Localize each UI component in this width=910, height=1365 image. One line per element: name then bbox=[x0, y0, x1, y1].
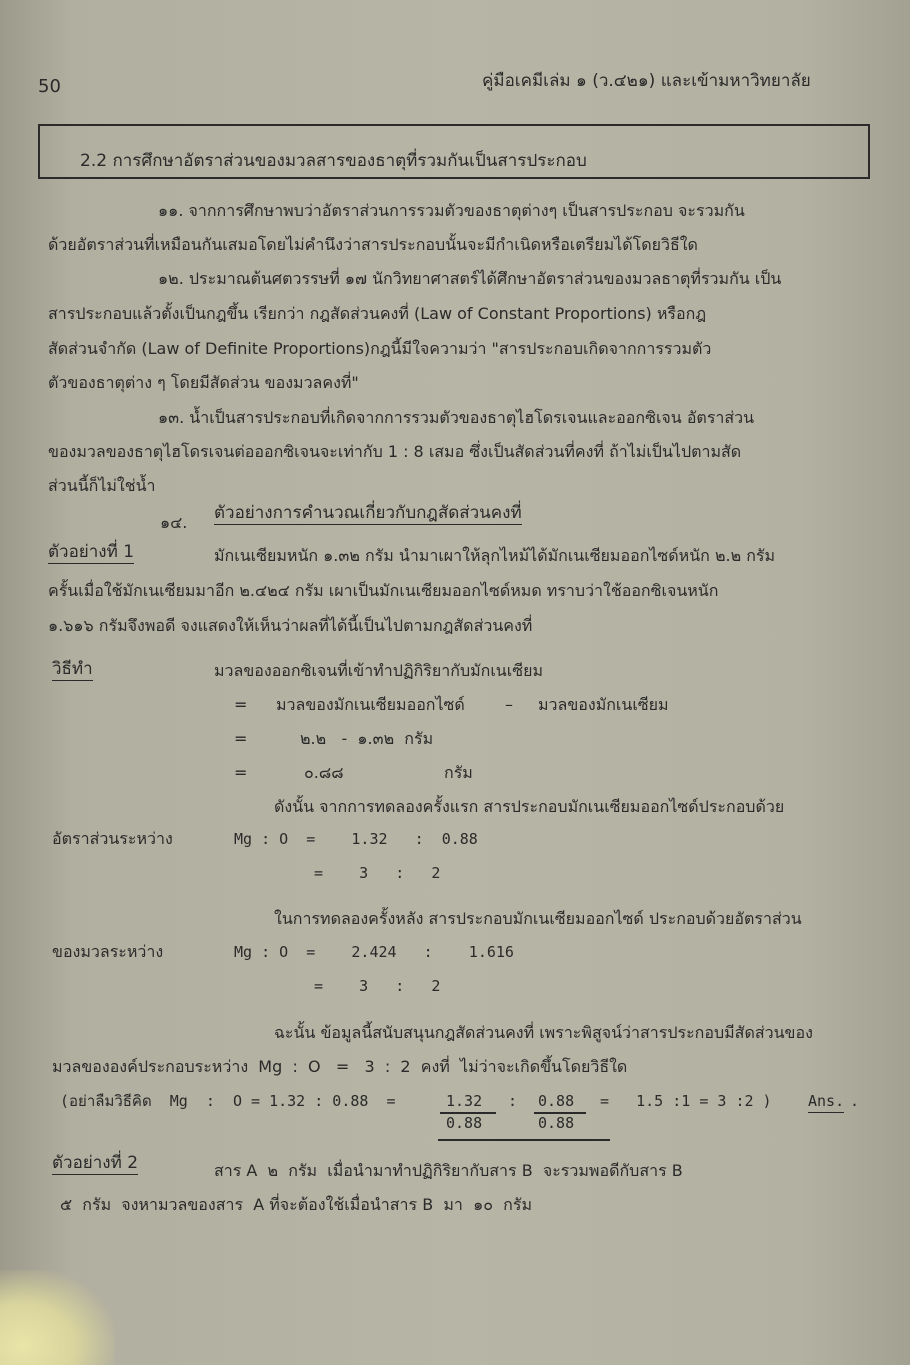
equation-3-value: ๐.๘๘ bbox=[304, 763, 344, 782]
equation-3-unit: กรัม bbox=[444, 763, 473, 782]
fraction-1-denominator: 0.88 bbox=[446, 1114, 483, 1132]
equation-1-minus: – bbox=[505, 695, 513, 714]
example-2-line-1: สาร A ๒ กรัม เมื่อนำมาทำปฏิกิริยากับสาร B จะรวมพอดีกับสาร B bbox=[214, 1161, 683, 1180]
ratio-2-label: ของมวลระหว่าง bbox=[52, 942, 164, 961]
paragraph-13-line-2: ของมวลของธาตุไฮโดรเจนต่อออกซิเจนจะเท่ากับ 1 : 8 เสมอ ซึ่งเป็นสัดส่วนที่คงที่ ถ้าไม่เป็นไปตามสัด bbox=[48, 442, 742, 461]
page-number: 50 bbox=[38, 76, 61, 97]
paragraph-13-line-3: ส่วนนี้ก็ไม่ใช่น้ำ bbox=[48, 476, 156, 495]
paragraph-11-line-2: ด้วยอัตราส่วนที่เหมือนกันเสมอโดยไม่คำนึงว่าสารประกอบนั้นจะมีกำเนิดหรือเตรียมได้โดยวิธีใด bbox=[48, 235, 698, 254]
running-title: คู่มือเคมีเล่ม ๑ (ว.๔๒๑) และเข้ามหาวิทยาลัย bbox=[482, 71, 811, 91]
method-result: = 1.5 :1 = 3 :2 ) bbox=[600, 1092, 772, 1110]
equation-1-sign: = bbox=[234, 695, 248, 714]
ratio-2: Mg : O = 2.424 : 1.616 bbox=[234, 943, 514, 961]
paragraph-14-number: ๑๔. bbox=[160, 513, 188, 532]
paragraph-14-title: ตัวอย่างการคำนวณเกี่ยวกับกฎสัดส่วนคงที่ bbox=[214, 503, 522, 523]
solution-label: วิธีทำ bbox=[52, 659, 93, 679]
ratio-1: Mg : O = 1.32 : 0.88 bbox=[234, 830, 478, 848]
paragraph-12-line-4: ตัวของธาตุต่าง ๆ โดยมีสัดส่วน ของมวลคงที่" bbox=[48, 373, 359, 392]
divider-rule bbox=[438, 1139, 610, 1141]
section-title: 2.2 การศึกษาอัตราส่วนของมวลสารของธาตุที่รวมกันเป็นสารประกอบ bbox=[80, 151, 587, 171]
example-1-label: ตัวอย่างที่ 1 bbox=[48, 542, 135, 562]
equation-1-term-a: มวลของมักเนเซียมออกไซด์ bbox=[276, 695, 465, 714]
paragraph-13-line-1: ๑๓. น้ำเป็นสารประกอบที่เกิดจากการรวมตัวของธาตุไฮโดรเจนและออกซิเจน อัตราส่วน bbox=[158, 408, 755, 427]
fraction-2-denominator: 0.88 bbox=[538, 1114, 575, 1132]
ratio-2-simplified: = 3 : 2 bbox=[314, 977, 441, 995]
paragraph-11-line-1: ๑๑. จากการศึกษาพบว่าอัตราส่วนการรวมตัวของธาตุต่างๆ เป็นสารประกอบ จะรวมกัน bbox=[158, 201, 745, 220]
second-experiment-text: ในการทดลองครั้งหลัง สารประกอบมักเนเซียมออกไซด์ ประกอบด้วยอัตราส่วน bbox=[274, 909, 802, 928]
fraction-1-numerator: 1.32 bbox=[446, 1092, 483, 1110]
method-reminder: (อย่าลืมวิธีคิด Mg : O = 1.32 : 0.88 = bbox=[60, 1092, 396, 1110]
answer-label: Ans. bbox=[808, 1090, 844, 1113]
first-experiment-text: ดังนั้น จากการทดลองครั้งแรก สารประกอบมักเนเซียมออกไซด์ประกอบด้วย bbox=[274, 797, 785, 816]
equation-2: ๒.๒ - ๑.๓๒ กรัม bbox=[300, 729, 434, 748]
conclusion-line-1: ฉะนั้น ข้อมูลนี้สนับสนุนกฎสัดส่วนคงที่ เพราะพิสูจน์ว่าสารประกอบมีสัดส่วนของ bbox=[274, 1023, 813, 1042]
example-2-label: ตัวอย่างที่ 2 bbox=[52, 1153, 139, 1173]
equation-1-term-b: มวลของมักเนเซียม bbox=[538, 695, 669, 714]
solution-statement: มวลของออกซิเจนที่เข้าทำปฏิกิริยากับมักเนเซียม bbox=[214, 661, 543, 680]
conclusion-line-2: มวลขององค์ประกอบระหว่าง Mg : O = 3 : 2 คงที่ ไม่ว่าจะเกิดขึ้นโดยวิธีใด bbox=[52, 1057, 628, 1076]
example-1-line-3: ๑.๖๑๖ กรัมจึงพอดี จงแสดงให้เห็นว่าผลที่ได้นี้เป็นไปตามกฎสัดส่วนคงที่ bbox=[48, 616, 533, 635]
equation-3-sign: = bbox=[234, 763, 248, 782]
paper-stain bbox=[0, 1270, 115, 1365]
ratio-1-label: อัตราส่วนระหว่าง bbox=[52, 829, 173, 848]
fraction-2-numerator: 0.88 bbox=[538, 1092, 575, 1110]
paragraph-12-line-3: สัดส่วนจำกัด (Law of Definite Proportions)กฎนี้มีใจความว่า "สารประกอบเกิดจากการรวมตัว bbox=[48, 339, 712, 358]
paragraph-12-line-2: สารประกอบแล้วตั้งเป็นกฎขึ้น เรียกว่า กฎสัดส่วนคงที่ (Law of Constant Proportions) หรือกฎ bbox=[48, 304, 707, 323]
fraction-colon: : bbox=[508, 1092, 518, 1110]
example-1-line-2: ครั้นเมื่อใช้มักเนเซียมมาอีก ๒.๔๒๔ กรัม เผาเป็นมักเนเซียมออกไซด์หมด ทราบว่าใช้ออกซิเจนหนัก bbox=[48, 581, 719, 600]
paragraph-12-line-1: ๑๒. ประมาณต้นศตวรรษที่ ๑๗ นักวิทยาศาสตร์ได้ศึกษาอัตราส่วนของมวลธาตุที่รวมกัน เป็น bbox=[158, 269, 782, 288]
example-1-line-1: มักเนเซียมหนัก ๑.๓๒ กรัม นำมาเผาให้ลุกไหม้ได้มักเนเซียมออกไซด์หนัก ๒.๒ กรัม bbox=[214, 546, 776, 565]
example-2-line-2: ๕ กรัม จงหามวลของสาร A ที่จะต้องใช้เมื่อนำสาร B มา ๑๐ กรัม bbox=[60, 1195, 532, 1214]
equation-2-sign: = bbox=[234, 729, 248, 748]
answer-trailing-dot: . bbox=[850, 1092, 860, 1110]
ratio-1-simplified: = 3 : 2 bbox=[314, 864, 441, 882]
